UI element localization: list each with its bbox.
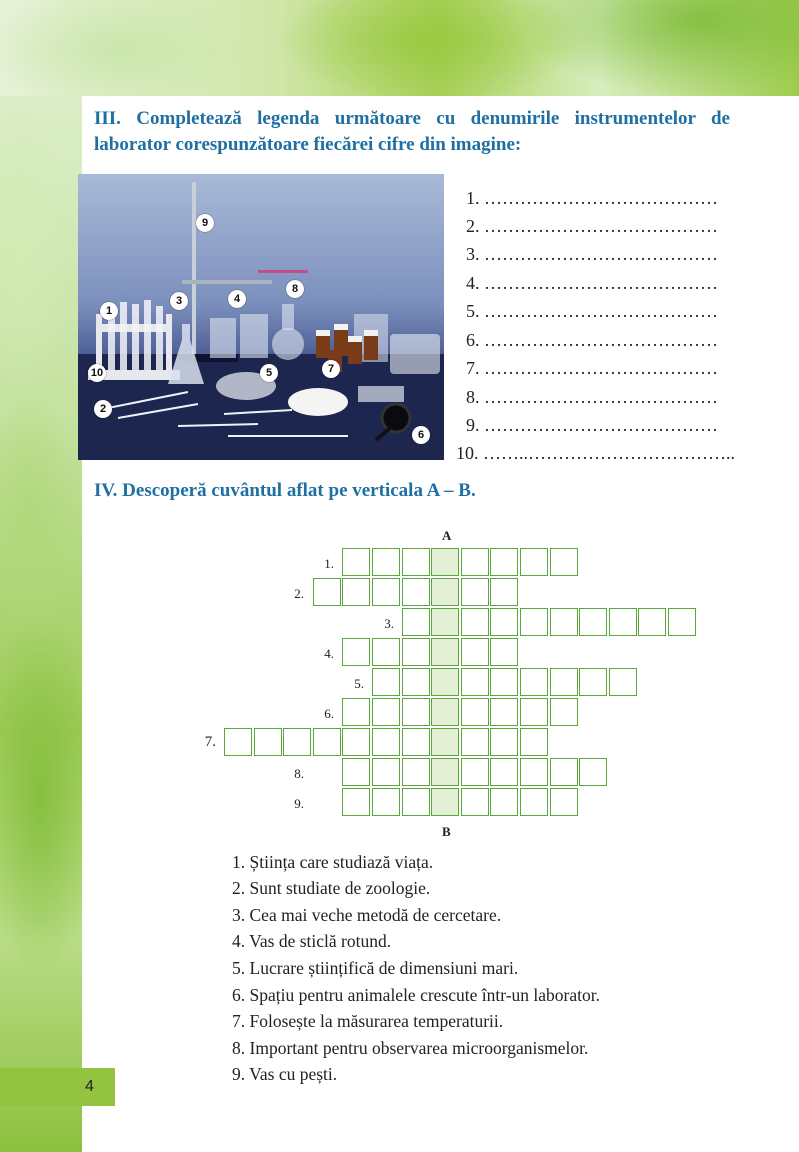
crossword-cell[interactable] [520, 788, 548, 816]
crossword-cell[interactable] [550, 668, 578, 696]
photo-label-6: 6 [412, 426, 430, 444]
row-label-5: 5. [354, 676, 364, 691]
crossword-cell[interactable] [402, 698, 430, 726]
row-label-3: 3. [384, 616, 394, 631]
crossword-key-cell[interactable] [431, 638, 459, 666]
crossword-cell[interactable] [342, 698, 370, 726]
legend-line-9: 9. ………………………………… [466, 415, 718, 435]
crossword-cell[interactable] [609, 608, 637, 636]
crossword-cell[interactable] [638, 608, 666, 636]
crossword-cell[interactable] [579, 668, 607, 696]
clue-7: 7. Folosește la măsurarea temperaturii. [232, 1011, 504, 1031]
crossword-cell[interactable] [313, 728, 341, 756]
crossword-cell[interactable] [490, 548, 518, 576]
crossword-cell[interactable] [579, 608, 607, 636]
crossword-cell[interactable] [490, 788, 518, 816]
crossword-cell[interactable] [461, 698, 489, 726]
row-label-8: 8. [294, 766, 304, 781]
crossword-cell[interactable] [490, 668, 518, 696]
legend-line-10: 10. ……..…………………………….. [456, 443, 735, 463]
crossword-cell[interactable] [520, 698, 548, 726]
row-label-4: 4. [324, 646, 334, 661]
crossword-cell[interactable] [402, 578, 430, 606]
crossword-cell[interactable] [520, 548, 548, 576]
crossword-cell[interactable] [372, 668, 400, 696]
column-label-a: A [442, 528, 452, 543]
photo-label-5: 5 [260, 364, 278, 382]
crossword-cell[interactable] [550, 608, 578, 636]
crossword-key-cell[interactable] [431, 548, 459, 576]
crossword-key-cell[interactable] [431, 698, 459, 726]
crossword-cell[interactable] [372, 548, 400, 576]
crossword-cell[interactable] [550, 758, 578, 786]
clue-4: 4. Vas de sticlă rotund. [232, 931, 392, 951]
crossword-cell[interactable] [461, 638, 489, 666]
crossword-cell[interactable] [490, 608, 518, 636]
decorative-leaf-banner [0, 0, 799, 96]
crossword-cell[interactable] [550, 788, 578, 816]
legend-line-6: 6. ………………………………… [466, 330, 718, 350]
row-label-1: 1. [324, 556, 334, 571]
crossword-cell[interactable] [342, 578, 370, 606]
clue-3: 3. Cea mai veche metodă de cercetare. [232, 905, 502, 925]
page-number-box [0, 1068, 115, 1106]
crossword-cell[interactable] [402, 548, 430, 576]
crossword-cell[interactable] [372, 758, 400, 786]
row-label-6: 6. [324, 706, 334, 721]
crossword-cell[interactable] [461, 788, 489, 816]
crossword-cell[interactable] [490, 728, 518, 756]
crossword-cell[interactable] [402, 638, 430, 666]
lab-instruments-photo [78, 174, 444, 460]
crossword-cell[interactable] [461, 548, 489, 576]
crossword-cell[interactable] [283, 728, 311, 756]
crossword-cell[interactable] [402, 758, 430, 786]
crossword-cell[interactable] [372, 788, 400, 816]
photo-label-8: 8 [286, 280, 304, 298]
crossword-cell[interactable] [342, 758, 370, 786]
crossword-cell[interactable] [550, 548, 578, 576]
crossword-cell[interactable] [461, 668, 489, 696]
photo-label-1: 1 [100, 302, 118, 320]
clue-6: 6. Spațiu pentru animalele crescute într-un laborator. [232, 985, 600, 1005]
crossword-key-cell[interactable] [431, 578, 459, 606]
crossword-cell[interactable] [520, 728, 548, 756]
legend-line-7: 7. ………………………………… [466, 358, 718, 378]
crossword-cell[interactable] [490, 578, 518, 606]
section-3-heading: III. Completează legenda următoare cu denumirile instrumentelor de laborator corespunzătoare fiecărei cifre din imagine: [94, 108, 730, 155]
crossword-cell[interactable] [402, 728, 430, 756]
crossword-cell[interactable] [402, 608, 430, 636]
column-label-b: B [442, 824, 451, 839]
row-label-7: 7. [204, 734, 216, 750]
photo-label-4: 4 [228, 290, 246, 308]
crossword-cell[interactable] [461, 728, 489, 756]
legend-line-8: 8. ………………………………… [466, 387, 718, 407]
crossword-cell[interactable] [372, 638, 400, 666]
crossword-cell[interactable] [342, 788, 370, 816]
legend-line-3: 3. ………………………………… [466, 244, 718, 264]
crossword-cell[interactable] [342, 638, 370, 666]
crossword-key-cell[interactable] [431, 608, 459, 636]
crossword-cell[interactable] [224, 728, 252, 756]
crossword-cell[interactable] [254, 728, 282, 756]
legend-line-1: 1. ………………………………… [466, 188, 718, 208]
page-number: 4 [85, 1078, 94, 1095]
decorative-leaf-sidebar [0, 96, 82, 1152]
clue-8: 8. Important pentru observarea microorganismelor. [232, 1038, 589, 1058]
row-label-2: 2. [294, 586, 304, 601]
crossword-cell[interactable] [579, 758, 607, 786]
row-label-9: 9. [294, 796, 304, 811]
photo-label-9: 9 [196, 214, 214, 232]
photo-label-7: 7 [322, 360, 340, 378]
crossword-key-cell[interactable] [431, 788, 459, 816]
crossword-cell[interactable] [520, 758, 548, 786]
legend-line-4: 4. ………………………………… [466, 273, 718, 293]
crossword-cell[interactable] [372, 728, 400, 756]
crossword-cell[interactable] [342, 728, 370, 756]
legend-line-5: 5. ………………………………… [466, 301, 718, 321]
crossword-cell[interactable] [520, 608, 548, 636]
crossword-cell[interactable] [372, 698, 400, 726]
crossword-cell[interactable] [668, 608, 696, 636]
crossword-cell[interactable] [520, 668, 548, 696]
clue-9: 9. Vas cu pești. [232, 1064, 338, 1084]
crossword-cell[interactable] [490, 698, 518, 726]
photo-label-3: 3 [170, 292, 188, 310]
crossword-cell[interactable] [490, 638, 518, 666]
crossword-cell[interactable] [313, 578, 341, 606]
crossword-cell[interactable] [490, 758, 518, 786]
crossword-key-cell[interactable] [431, 728, 459, 756]
crossword-cell[interactable] [550, 698, 578, 726]
crossword-cell[interactable] [609, 668, 637, 696]
crossword-key-cell[interactable] [431, 668, 459, 696]
clue-5: 5. Lucrare științifică de dimensiuni mari. [232, 958, 519, 978]
clue-1: 1. Știința care studiază viața. [232, 852, 434, 872]
crossword-cell[interactable] [461, 608, 489, 636]
crossword-cell[interactable] [461, 758, 489, 786]
photo-label-2: 2 [94, 400, 112, 418]
crossword-cell[interactable] [402, 668, 430, 696]
section-4-heading: IV. Descoperă cuvântul aflat pe verticala A – B. [94, 480, 476, 501]
crossword-key-cell[interactable] [431, 758, 459, 786]
lab-instruments-illustration [78, 174, 444, 460]
crossword-cell[interactable] [372, 578, 400, 606]
crossword-cell[interactable] [461, 578, 489, 606]
crossword-cell[interactable] [402, 788, 430, 816]
clue-2: 2. Sunt studiate de zoologie. [232, 878, 431, 898]
photo-label-10: 10 [88, 364, 106, 382]
legend-line-2: 2. ………………………………… [466, 216, 718, 236]
crossword-cell[interactable] [342, 548, 370, 576]
